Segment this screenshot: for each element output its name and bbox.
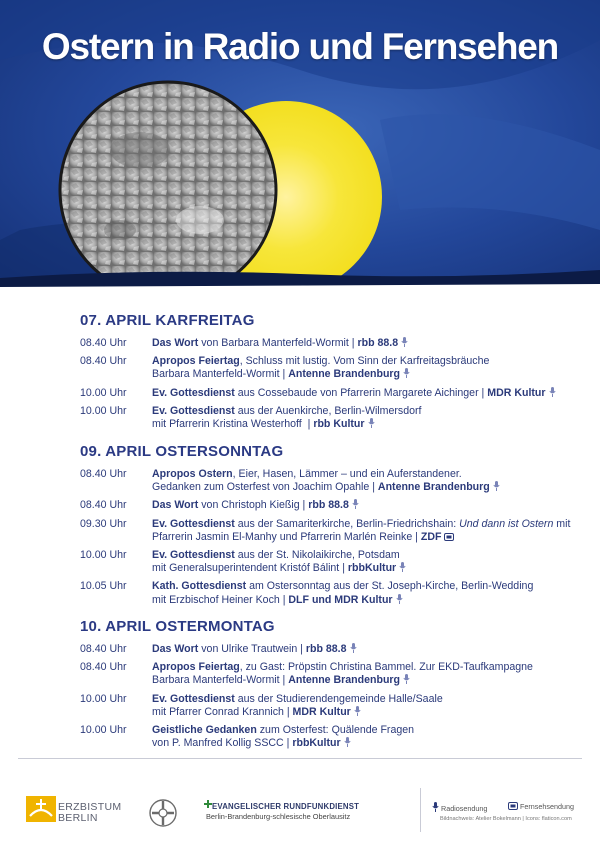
event-time: 10.00 Uhr [80,404,127,417]
legend-tv [508,802,574,811]
microphone-icon [401,337,408,347]
microphone-icon [549,387,556,397]
event-description: Ev. Gottesdienst aus Cossebaude von Pfarrerin Margarete Aichinger | MDR Kultur [152,387,590,400]
event-description: Das Wort von Christoph Kießig | rbb 88.8 [152,499,590,512]
microphone-icon [368,418,375,428]
day-heading: 09. APRIL OSTERSONNTAG [80,443,284,460]
day-section [80,312,590,436]
day-heading: 10. APRIL OSTERMONTAG [80,618,275,635]
event-time: 10.05 Uhr [80,580,127,593]
event-description: Das Wort von Barbara Manterfeld-Wormit | rbb 88.8 [152,337,590,350]
event-row [80,661,590,687]
microphone-icon [399,562,406,572]
erzbistum-logo-icon [26,796,56,822]
erd-subtitle: Berlin-Brandenburg-schlesische Oberlausitz [206,812,351,821]
event-time: 09.30 Uhr [80,517,127,530]
erzbistum-logo-text: ERZBISTUM BERLIN [58,801,122,824]
page-title: Ostern in Radio und Fernsehen [41,26,559,67]
event-row [80,724,590,750]
legend-radio [432,802,487,813]
erd-cross-icon [204,800,212,808]
event-description: Apropos Ostern, Eier, Hasen, Lämmer – und ein Auferstandener. Gedanken zum Osterfest von Joachim Opahle | Antenne Brandenburg [152,468,590,494]
microphone-icon [403,368,410,378]
event-row [80,387,590,400]
event-row [80,518,590,544]
microphone-icon [352,499,359,509]
event-row [80,499,590,512]
event-row [80,693,590,719]
event-list [80,337,590,431]
footer-separator [420,788,421,832]
event-row [80,355,590,381]
event-row [80,468,590,494]
footer [0,760,600,849]
footer-divider [18,758,582,759]
event-row [80,549,590,575]
event-row [80,643,590,656]
church-emblem-icon [146,797,180,829]
legend-radio-label: Radiosendung [441,804,488,813]
microphone-icon [403,674,410,684]
event-time: 08.40 Uhr [80,499,127,512]
event-description: Apropos Feiertag, zu Gast: Pröpstin Christina Bammel. Zur EKD-Taufkampagne Barbara Manterfeld-Wormit | Antenne Brandenburg [152,661,533,687]
event-description: Kath. Gottesdienst am Ostersonntag aus der St. Joseph-Kirche, Berlin-Wedding mit Erzbischof Heiner Koch | DLF und MDR Kultur [152,580,534,606]
day-section [80,443,590,612]
event-description: Apropos Feiertag, Schluss mit lustig. Vom Sinn der Karfreitagsbräuche Barbara Manterfeld-Wormit | Antenne Brandenburg [152,355,490,381]
microphone-icon [344,737,351,747]
event-row [80,580,590,606]
event-time: 10.00 Uhr [80,724,127,737]
event-time: 10.00 Uhr [80,692,127,705]
day-section [80,618,590,755]
day-heading: 07. APRIL KARFREITAG [80,312,255,329]
event-row [80,337,590,350]
event-row [80,405,590,431]
event-description: Ev. Gottesdienst aus der Studierendengemeinde Halle/Saale mit Pfarrer Conrad Krannich | MDR Kultur [152,692,443,718]
tv-icon [444,533,454,541]
event-description: Das Wort von Ulrike Trautwein | rbb 88.8 [152,643,590,656]
event-time: 08.40 Uhr [80,661,127,674]
event-time: 10.00 Uhr [80,386,127,399]
microphone-icon [354,706,361,716]
tv-icon [508,802,518,810]
event-description: Ev. Gottesdienst aus der St. Nikolaikirche, Potsdam mit Generalsuperintendent Kristóf Bálint | rbbKultur [152,549,590,575]
event-list [80,468,590,607]
event-time: 10.00 Uhr [80,549,127,562]
event-time: 08.40 Uhr [80,468,127,480]
event-list [80,643,590,750]
event-time: 08.40 Uhr [80,643,127,655]
event-description: Ev. Gottesdienst aus der Samariterkirche, Berlin-Friedrichshain: Und dann ist Ostern mit Pfarrerin Jasmin El-Manhy und Pfarrerin Marlén Reinke | ZDF [152,517,571,543]
event-time: 08.40 Uhr [80,355,127,368]
legend-tv-label: Fernsehsendung [520,802,574,811]
microphone-icon [350,643,357,653]
event-description: Geistliche Gedanken zum Osterfest: Quälende Fragen von P. Manfred Kollig SSCC | rbbKultur [152,724,415,750]
event-description: Ev. Gottesdienst aus der Auenkirche, Berlin-Wilmersdorf mit Pfarrerin Kristina Westerhoff | rbb Kultur [152,404,422,431]
microphone-icon [396,594,403,604]
microphone-icon [493,481,500,491]
event-time: 08.40 Uhr [80,337,127,349]
microphone-icon [432,802,439,812]
hero-illustration [0,0,600,292]
image-credit: Bildnachweis: Atelier Bokelmann | Icons: flaticon.com [440,816,572,822]
erd-title: EVANGELISCHER RUNDFUNKDIENST [212,802,360,811]
